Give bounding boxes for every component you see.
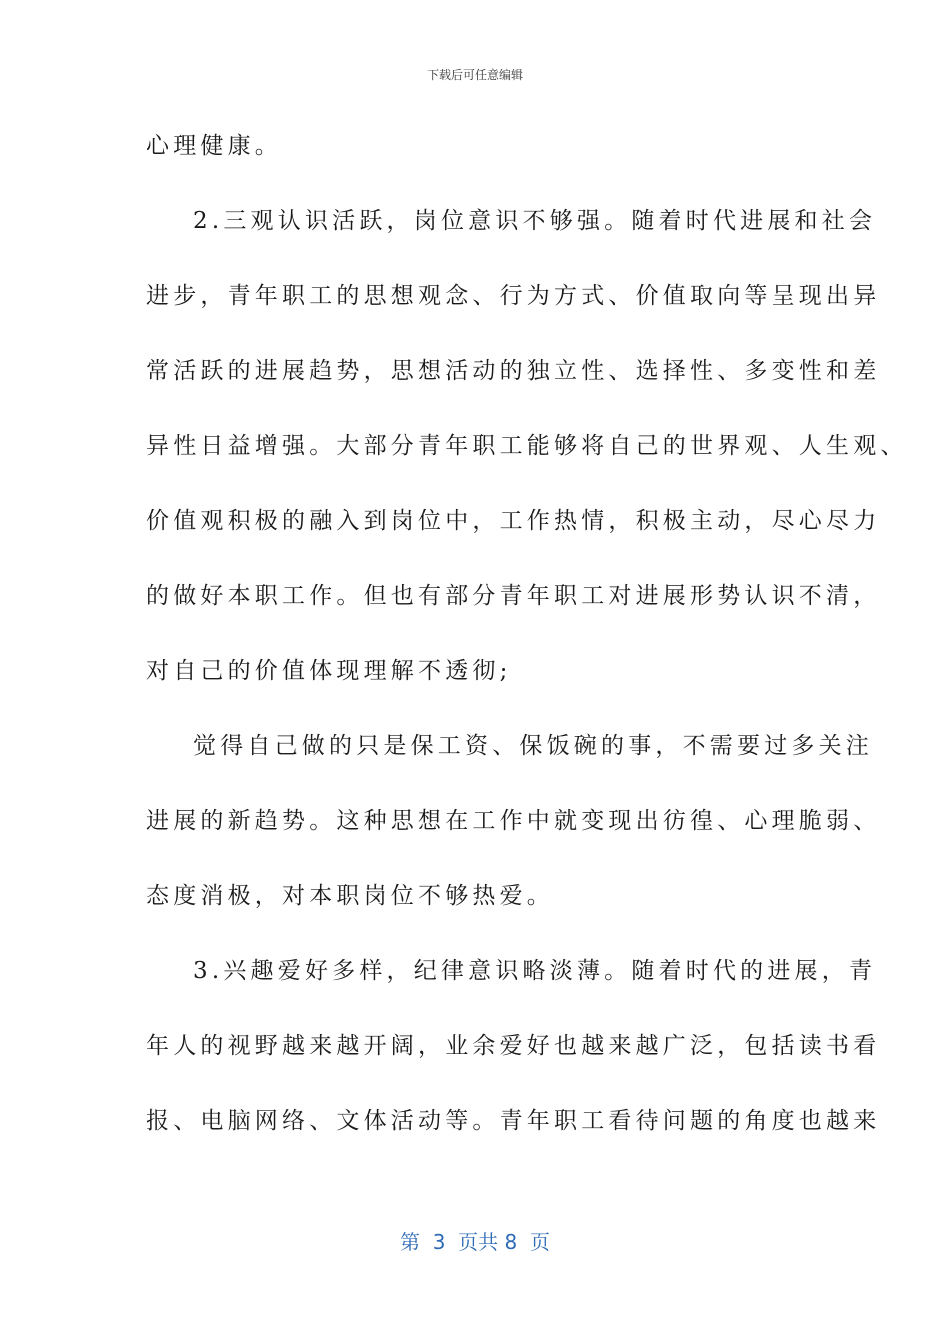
paragraph-line: 的做好本职工作。但也有部分青年职工对进展形势认识不清，: [146, 583, 881, 609]
paragraph-line: 常活跃的进展趋势，思想活动的独立性、选择性、多变性和差: [146, 358, 881, 384]
paragraph-line: 进步，青年职工的思想观念、行为方式、价值取向等呈现出异: [146, 283, 881, 309]
paragraph-line: 心理健康。: [146, 133, 282, 159]
paragraph-line: 态度消极，对本职岗位不够热爱。: [146, 883, 554, 909]
paragraph-line: 3.兴趣爱好多样，纪律意识略淡薄。随着时代的进展，青: [193, 958, 877, 984]
paragraph-line: 进展的新趋势。这种思想在工作中就变现出彷徨、心理脆弱、: [146, 808, 881, 834]
paragraph-line: 报、电脑网络、文体活动等。青年职工看待问题的角度也越来: [146, 1108, 881, 1134]
page-header-note: 下载后可任意编辑: [426, 68, 523, 82]
paragraph-line: 价值观积极的融入到岗位中，工作热情，积极主动，尽心尽力: [146, 508, 881, 534]
paragraph-line: 异性日益增强。大部分青年职工能够将自己的世界观、人生观、: [146, 433, 908, 459]
paragraph-line: 觉得自己做的只是保工资、保饭碗的事，不需要过多关注: [193, 733, 873, 759]
paragraph-line: 年人的视野越来越开阔，业余爱好也越来越广泛，包括读书看: [146, 1033, 881, 1059]
paragraph-line: 2.三观认识活跃，岗位意识不够强。随着时代进展和社会: [193, 208, 877, 234]
paragraph-line: 对自己的价值体现理解不透彻;: [146, 658, 512, 684]
page-number-footer: 第 3 页共 8 页: [400, 1230, 550, 1254]
